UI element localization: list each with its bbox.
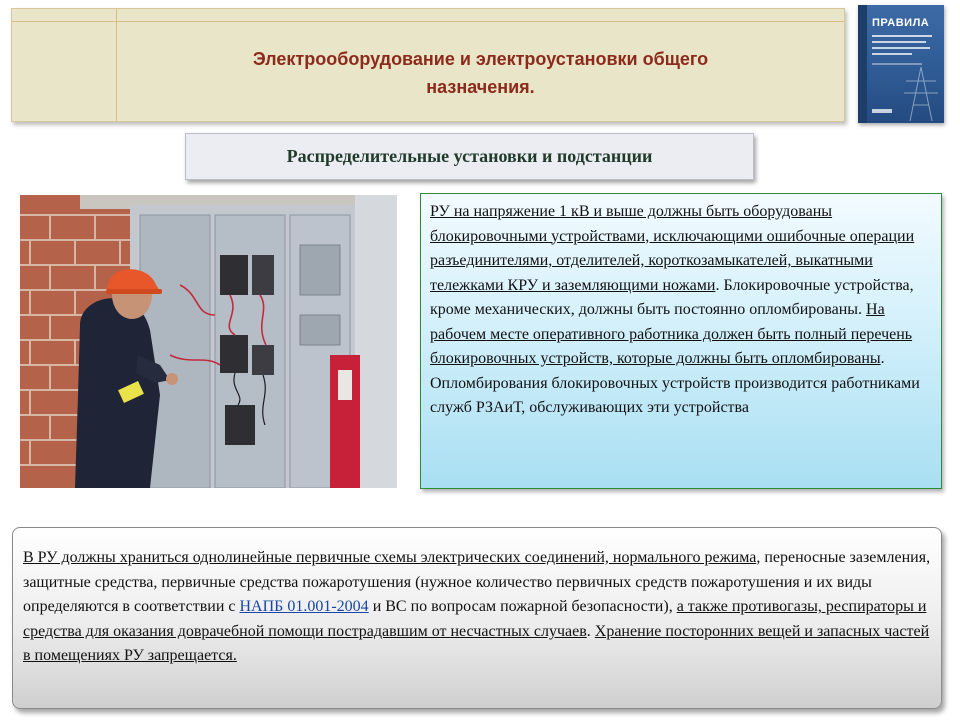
book-title: ПРАВИЛА [872,17,930,29]
section-subtitle: Распределительные установки и подстанции [185,133,754,180]
banner-corner-decoration [12,9,117,22]
storage-prohibition: Хранение посторонних вещей и запасных частей в помещениях РУ запрещается. [23,622,930,665]
book-text-line [872,41,926,43]
page-title-line1: Электрооборудование и электроустановки общего [252,49,709,69]
power-tower-icon [898,65,944,123]
page-title [117,45,844,101]
protective-equipment-list: , переносные заземления, защитные средства, первичные средства пожаротушения (нужное количество первичных средств пожаротушения и их виды определяются в соответствии с [23,549,931,616]
book-spine [858,5,867,123]
interlock-sealing-note: . Блокировочные устройства, кроме механических, должны быть постоянно опломбированы. [430,276,914,318]
title-banner [11,8,845,122]
napb-link[interactable]: НАПБ 01.001-2004 [239,598,369,616]
book-text-line [872,109,892,113]
rules-book-cover-image [858,5,944,123]
book-text-line [872,47,930,49]
fire-safety-note: и ВС по вопросам пожарной безопасности), [368,598,677,616]
banner-horizontal-line [116,21,844,22]
page-title-line2: назначения. [426,77,535,97]
interlock-list-requirement: На рабочем месте оперативного работника должен быть полный перечень блокировочных устройств, которые должны быть опломбированы [430,301,913,367]
sentence-separator: . [586,622,595,640]
sealing-performers-note: . Опломбирования блокировочных устройств производится работниками служб РЗАиТ, обслуживающих эти устройства [430,350,920,416]
interlock-requirements-text [420,193,942,489]
schemes-storage-requirement: В РУ должны храниться однолинейные первичные схемы электрических соединений, нормального режима [23,549,757,566]
storage-requirements-text [12,527,942,709]
first-aid-requirement: а также противогазы, респираторы и средства для оказания доврачебной помощи пострадавшим от несчастных случаев [23,598,927,640]
interlock-equipment-requirement: РУ на напряжение 1 кВ и выше должны быть оборудованы блокировочными устройствами, исключающими ошибочные операции разъединителями, отделителей, короткозамыкателей, выкатными тележками КРУ и заземляющими ножами [430,203,915,294]
book-text-line [872,35,932,37]
book-text-line [872,53,912,55]
electrician-at-switchgear-photo [20,195,397,488]
